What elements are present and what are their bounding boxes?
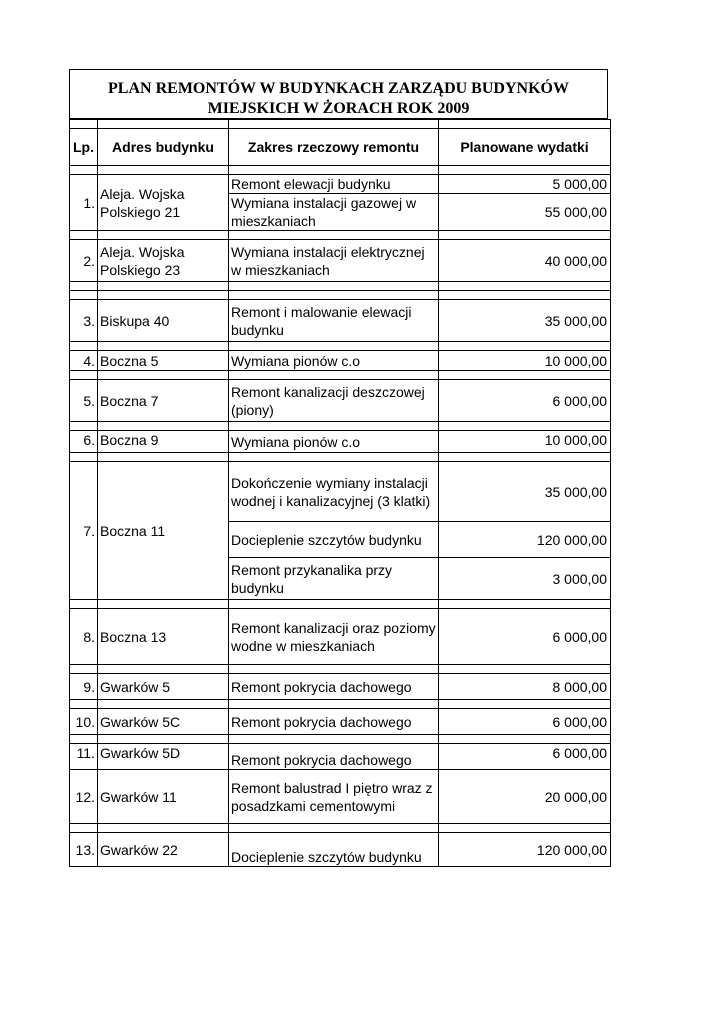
row-lp: 5. <box>70 380 98 422</box>
row-lp: 3. <box>70 300 98 342</box>
row-scope: Remont kanalizacji oraz poziomy wodne w mieszkaniach <box>229 609 439 665</box>
row-lp: 13. <box>70 833 98 867</box>
row-scope: Wymiana instalacji elektrycznej w mieszkaniach <box>229 240 439 282</box>
row-lp: 4. <box>70 351 98 371</box>
row-cost: 3 000,00 <box>439 558 611 600</box>
row-address: Gwarków 5D <box>98 744 229 770</box>
row-lp: 6. <box>70 431 98 453</box>
row-lp: 12. <box>70 770 98 824</box>
row-lp: 7. <box>70 462 98 600</box>
row-lp: 1. <box>70 175 98 231</box>
row-address: Gwarków 5 <box>98 674 229 700</box>
spacer-row <box>70 665 611 674</box>
spacer-row <box>70 371 611 380</box>
table-row <box>70 175 611 194</box>
row-scope: Remont pokrycia dachowego <box>229 709 439 735</box>
document-page <box>69 69 610 902</box>
row-cost: 120 000,00 <box>439 522 611 558</box>
row-scope: Remont pokrycia dachowego <box>229 674 439 700</box>
spacer-row <box>70 291 611 300</box>
spacer-row <box>70 700 611 709</box>
row-cost: 6 000,00 <box>439 709 611 735</box>
row-cost: 40 000,00 <box>439 240 611 282</box>
row-address: Boczna 9 <box>98 431 229 453</box>
header-scope: Zakres rzeczowy remontu <box>229 129 439 166</box>
row-scope: Remont pokrycia dachowego <box>229 744 439 770</box>
table-row <box>70 240 611 282</box>
table-row <box>70 462 611 522</box>
row-lp: 10. <box>70 709 98 735</box>
row-lp: 11. <box>70 744 98 770</box>
table-header-row <box>70 129 611 166</box>
spacer-row <box>70 166 611 175</box>
row-cost: 20 000,00 <box>439 770 611 824</box>
row-cost: 35 000,00 <box>439 462 611 522</box>
row-cost: 6 000,00 <box>439 744 611 770</box>
row-scope: Remont przykanalika przy budynku <box>229 558 439 600</box>
header-lp: Lp. <box>70 129 98 166</box>
row-lp: 9. <box>70 674 98 700</box>
row-scope: Wymiana pionów c.o <box>229 431 439 453</box>
row-address: Boczna 13 <box>98 609 229 665</box>
row-address: Boczna 7 <box>98 380 229 422</box>
header-cost: Planowane wydatki <box>439 129 611 166</box>
table-row <box>70 833 611 867</box>
row-scope: Wymiana pionów c.o <box>229 351 439 371</box>
row-scope: Wymiana instalacji gazowej w mieszkaniach <box>229 194 439 231</box>
row-scope: Docieplenie szczytów budynku <box>229 522 439 558</box>
row-cost: 10 000,00 <box>439 351 611 371</box>
row-cost: 5 000,00 <box>439 175 611 194</box>
table-row <box>70 609 611 665</box>
spacer-row <box>70 735 611 744</box>
row-cost: 35 000,00 <box>439 300 611 342</box>
row-address: Gwarków 5C <box>98 709 229 735</box>
table-row <box>70 351 611 371</box>
spacer-row <box>70 453 611 462</box>
spacer-row <box>70 282 611 291</box>
row-cost: 120 000,00 <box>439 833 611 867</box>
row-cost: 55 000,00 <box>439 194 611 231</box>
row-scope: Remont elewacji budynku <box>229 175 439 194</box>
row-cost: 8 000,00 <box>439 674 611 700</box>
row-cost: 10 000,00 <box>439 431 611 453</box>
row-address: Biskupa 40 <box>98 300 229 342</box>
row-lp: 2. <box>70 240 98 282</box>
title-line-2: MIEJSKICH W ŻORACH ROK 2009 <box>207 100 470 117</box>
repairs-table <box>69 119 611 867</box>
row-address: Boczna 11 <box>98 462 229 600</box>
spacer-row <box>70 342 611 351</box>
row-address: Boczna 5 <box>98 351 229 371</box>
row-cost: 6 000,00 <box>439 609 611 665</box>
spacer-row <box>70 824 611 833</box>
table-row <box>70 770 611 824</box>
row-scope: Remont balustrad I piętro wraz z posadzkami cementowymi <box>229 770 439 824</box>
row-address: Aleja. Wojska Polskiego 23 <box>98 240 229 282</box>
spacer-row <box>70 120 611 129</box>
document-title <box>69 69 608 119</box>
table-row <box>70 744 611 770</box>
table-row <box>70 674 611 700</box>
row-scope: Dokończenie wymiany instalacji wodnej i kanalizacyjnej (3 klatki) <box>229 462 439 522</box>
table-row <box>70 431 611 453</box>
row-scope: Docieplenie szczytów budynku <box>229 833 439 867</box>
row-address: Gwarków 22 <box>98 833 229 867</box>
row-scope: Remont kanalizacji deszczowej (piony) <box>229 380 439 422</box>
row-scope: Remont i malowanie elewacji budynku <box>229 300 439 342</box>
spacer-row <box>70 422 611 431</box>
spacer-row <box>70 231 611 240</box>
spacer-row <box>70 600 611 609</box>
row-cost: 6 000,00 <box>439 380 611 422</box>
row-address: Aleja. Wojska Polskiego 21 <box>98 175 229 231</box>
row-lp: 8. <box>70 609 98 665</box>
row-address: Gwarków 11 <box>98 770 229 824</box>
table-row <box>70 300 611 342</box>
table-row <box>70 709 611 735</box>
title-line-1: PLAN REMONTÓW W BUDYNKACH ZARZĄDU BUDYNKÓW <box>108 80 569 97</box>
header-address: Adres budynku <box>98 129 229 166</box>
table-row <box>70 380 611 422</box>
